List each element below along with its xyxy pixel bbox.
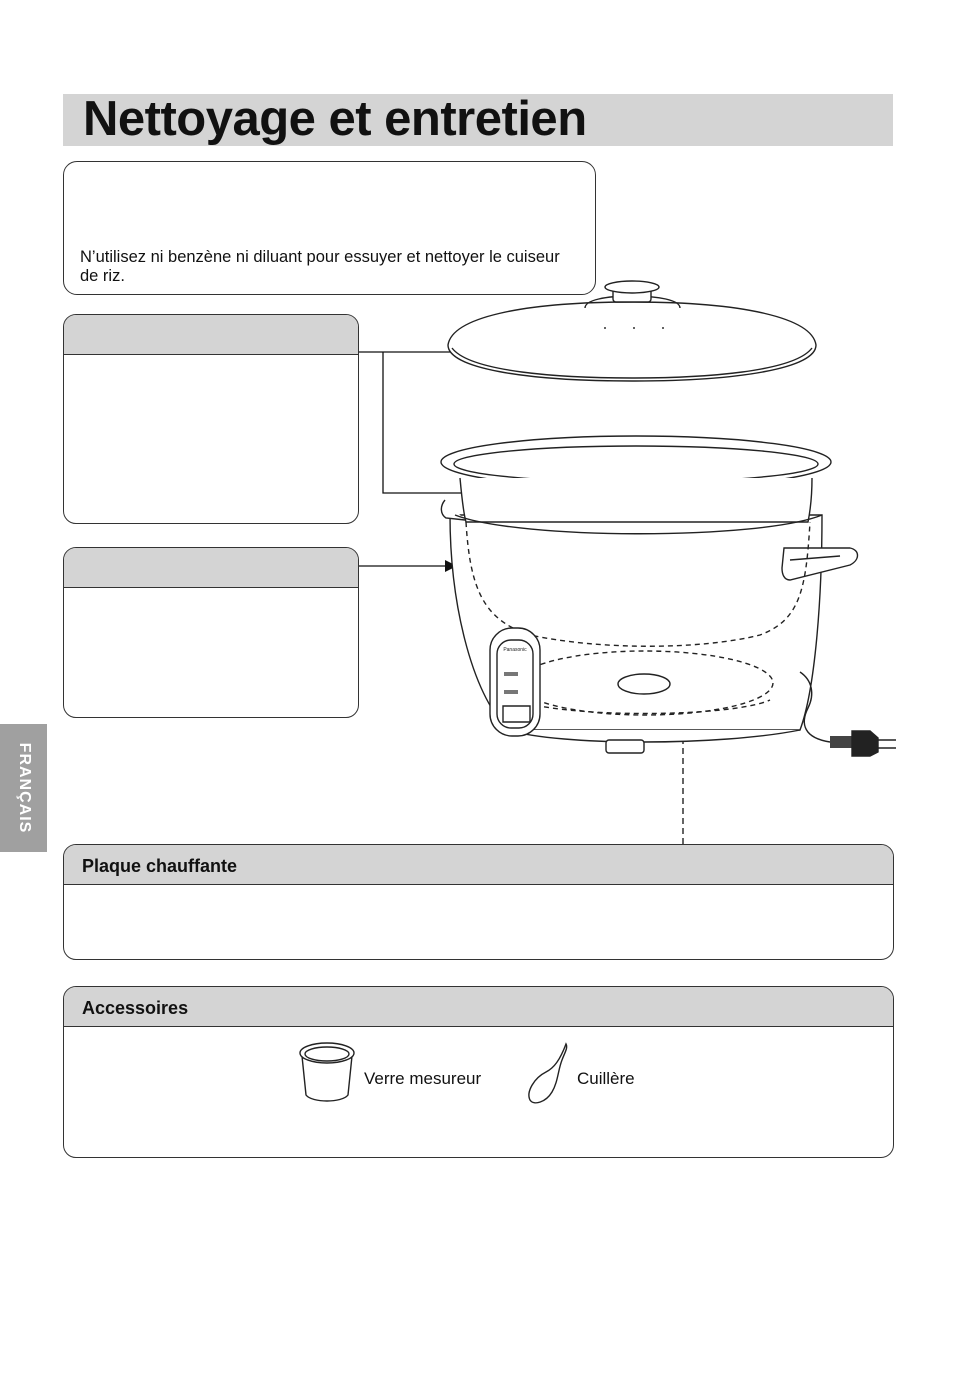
language-label: FRANÇAIS (15, 742, 33, 834)
heating-plate-heading: Plaque chauffante (64, 845, 893, 885)
measuring-cup-label: Verre mesureur (364, 1069, 482, 1088)
page-title: Nettoyage et entretien (83, 92, 587, 146)
warning-note-text: N’utilisez ni benzène ni diluant pour essuyer et nettoyer le cuiseur de riz. (80, 248, 560, 285)
brand-label: Panasonic (503, 647, 527, 653)
body-drawing (441, 436, 896, 756)
lid-drawing (448, 281, 816, 381)
measuring-cup-icon (300, 1043, 354, 1101)
spoon-label: Cuillère (577, 1069, 635, 1088)
accessories-heading: Accessoires (64, 987, 893, 1027)
rice-spoon-icon (529, 1044, 567, 1103)
